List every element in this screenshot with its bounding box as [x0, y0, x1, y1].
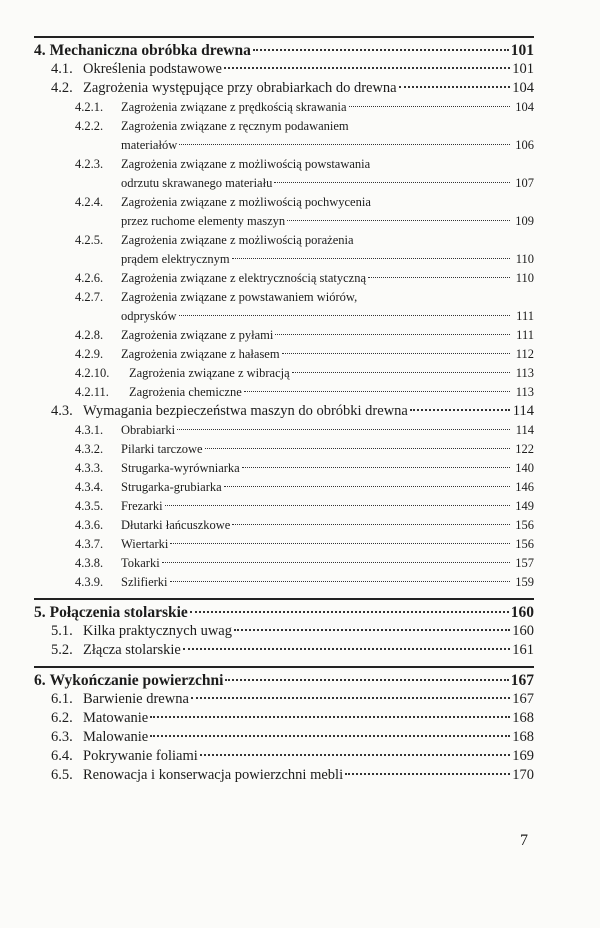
toc-title: Zagrożenia związane z możliwością pochwycenia — [121, 195, 371, 209]
toc-title: Kilka praktycznych uwag — [83, 623, 232, 639]
toc-subsection — [34, 554, 534, 573]
toc-page-number: 104 — [515, 100, 534, 114]
toc-section — [34, 60, 534, 79]
toc-chapter — [34, 666, 534, 690]
toc-subsection — [34, 440, 534, 459]
toc-page-number: 167 — [510, 672, 534, 689]
dot-leader — [170, 581, 510, 582]
dot-leader — [224, 67, 510, 69]
toc-number: 4.2.10. — [75, 366, 110, 380]
toc-section — [34, 79, 534, 98]
dot-leader — [349, 106, 510, 107]
toc-page-number: 122 — [515, 442, 534, 456]
toc-subsection — [34, 231, 534, 269]
toc-number: 6. — [34, 666, 50, 690]
toc-number: 4.1. — [51, 61, 73, 77]
toc-subsection — [34, 193, 534, 231]
toc-title: Mechaniczna obróbka drewna — [49, 42, 251, 59]
dot-leader — [190, 611, 509, 613]
toc-title: przez ruchome elementy maszyn — [121, 214, 286, 228]
toc-number: 4.3.8. — [75, 556, 104, 570]
toc-number: 5.2. — [51, 642, 73, 658]
page-number: 7 — [520, 832, 528, 849]
toc-number: 5. — [34, 598, 50, 622]
toc-subsection — [34, 497, 534, 516]
toc-title: materiałów — [121, 138, 178, 152]
toc-page-number: 111 — [516, 328, 534, 342]
toc-page-number: 170 — [512, 767, 534, 783]
toc-title: Zagrożenia występujące przy obrabiarkach do drewna — [83, 80, 397, 96]
toc-number: 6.1. — [51, 691, 73, 707]
dot-leader — [244, 391, 510, 392]
dot-leader — [399, 86, 510, 88]
toc-title: Strugarka-grubiarka — [121, 480, 222, 494]
toc-number: 4.3.6. — [75, 518, 104, 532]
toc-page-number: 161 — [512, 642, 534, 658]
toc-title: odrzutu skrawanego materiału — [121, 176, 273, 190]
toc-page-number: 113 — [515, 366, 534, 380]
toc-page-number: 101 — [512, 61, 534, 77]
toc-title: Zagrożenia związane z elektrycznością statyczną — [121, 271, 366, 285]
toc-title: Obrabiarki — [121, 423, 176, 437]
dot-leader — [177, 429, 510, 430]
toc-page-number: 146 — [515, 480, 534, 494]
toc-title: Zagrożenia związane z możliwością porażenia — [121, 233, 354, 247]
toc-number: 4.2.4. — [75, 195, 104, 209]
dot-leader — [225, 679, 508, 681]
dot-leader — [179, 315, 510, 316]
toc-title: Zagrożenia związane z prędkością skrawania — [121, 100, 347, 114]
toc-number: 4.2.11. — [75, 385, 109, 399]
toc-title: Zagrożenia związane z pyłami — [121, 328, 274, 342]
toc-title: Malowanie — [83, 729, 149, 745]
toc-page-number: 156 — [515, 518, 534, 532]
dot-leader — [242, 467, 510, 468]
dot-leader — [162, 562, 510, 563]
toc-number: 4.2.3. — [75, 157, 104, 171]
toc-title: Szlifierki — [121, 575, 168, 589]
toc-subsection — [34, 269, 534, 288]
toc-number: 4.3.4. — [75, 480, 104, 494]
toc-number: 4.2.2. — [75, 119, 104, 133]
toc-number: 4.2.7. — [75, 290, 104, 304]
toc-number: 4.2.6. — [75, 271, 104, 285]
dot-leader — [275, 334, 510, 335]
dot-leader — [368, 277, 510, 278]
toc-page-number: 160 — [512, 623, 534, 639]
toc-section — [34, 690, 534, 709]
toc-page-number: 157 — [515, 556, 534, 570]
toc-chapter — [34, 598, 534, 622]
toc-subsection — [34, 117, 534, 155]
dot-leader — [150, 716, 510, 718]
toc-number: 4.3.7. — [75, 537, 104, 551]
toc-title: Wykończanie powierzchni — [49, 672, 224, 689]
toc-title: Matowanie — [83, 710, 149, 726]
toc-title: Zagrożenia związane z ręcznym podawaniem — [121, 119, 349, 133]
toc-page-number: 112 — [515, 347, 534, 361]
toc-subsection — [34, 516, 534, 535]
toc-title: Zagrożenia związane z hałasem — [121, 347, 280, 361]
table-of-contents — [34, 36, 534, 785]
toc-page-number: 110 — [515, 252, 534, 266]
toc-number: 6.2. — [51, 710, 73, 726]
toc-number: 4.2.5. — [75, 233, 104, 247]
toc-number: 4.3. — [51, 403, 73, 419]
dot-leader — [253, 49, 509, 51]
toc-subsection — [34, 155, 534, 193]
toc-page-number: 101 — [510, 42, 534, 59]
toc-page-number: 169 — [512, 748, 534, 764]
toc-title: Dłutarki łańcuszkowe — [121, 518, 231, 532]
dot-leader — [232, 258, 510, 259]
toc-section — [34, 766, 534, 785]
toc-section — [34, 709, 534, 728]
toc-page-number: 160 — [510, 604, 534, 621]
dot-leader — [410, 409, 510, 411]
toc-number: 6.3. — [51, 729, 73, 745]
toc-number: 4. — [34, 36, 50, 60]
toc-section — [34, 622, 534, 641]
toc-title: Złącza stolarskie — [83, 642, 181, 658]
toc-page-number: 106 — [515, 138, 534, 152]
toc-title: Tokarki — [121, 556, 160, 570]
toc-page-number: 168 — [512, 710, 534, 726]
toc-title: Określenia podstawowe — [83, 61, 222, 77]
toc-number: 5.1. — [51, 623, 73, 639]
toc-title: Zagrożenia związane z możliwością powstawania — [121, 157, 371, 171]
dot-leader — [274, 182, 510, 183]
toc-page-number: 109 — [515, 214, 534, 228]
toc-page-number: 168 — [512, 729, 534, 745]
toc-section — [34, 728, 534, 747]
toc-title: Zagrożenia związane z powstawaniem wiórów, — [121, 290, 358, 304]
dot-leader — [200, 754, 510, 756]
toc-title: Barwienie drewna — [83, 691, 189, 707]
toc-title: Pilarki tarczowe — [121, 442, 203, 456]
toc-number: 6.5. — [51, 767, 73, 783]
dot-leader — [282, 353, 510, 354]
toc-number: 4.3.9. — [75, 575, 104, 589]
toc-subsection — [34, 326, 534, 345]
toc-page-number: 113 — [515, 385, 534, 399]
toc-page-number: 110 — [515, 271, 534, 285]
toc-subsection — [34, 364, 534, 383]
toc-subsection — [34, 383, 534, 402]
dot-leader — [224, 486, 510, 487]
toc-number: 4.3.5. — [75, 499, 104, 513]
dot-leader — [232, 524, 510, 525]
dot-leader — [345, 773, 510, 775]
toc-title: Zagrożenia związane z wibracją — [129, 366, 290, 380]
toc-section — [34, 641, 534, 660]
toc-number: 6.4. — [51, 748, 73, 764]
toc-section — [34, 747, 534, 766]
toc-page-number: 114 — [515, 423, 534, 437]
toc-number: 4.2. — [51, 80, 73, 96]
toc-page-number: 107 — [515, 176, 534, 190]
toc-number: 4.2.1. — [75, 100, 104, 114]
toc-page-number: 104 — [512, 80, 534, 96]
dot-leader — [292, 372, 510, 373]
dot-leader — [205, 448, 510, 449]
toc-title: prądem elektrycznym — [121, 252, 230, 266]
toc-title: Renowacja i konserwacja powierzchni mebli — [83, 767, 344, 783]
toc-page-number: 167 — [512, 691, 534, 707]
toc-subsection — [34, 421, 534, 440]
dot-leader — [183, 648, 510, 650]
toc-number: 4.3.3. — [75, 461, 104, 475]
dot-leader — [150, 735, 510, 737]
dot-leader — [179, 144, 510, 145]
toc-number: 4.3.2. — [75, 442, 104, 456]
toc-chapter — [34, 36, 534, 60]
toc-title: Strugarka-wyrówniarka — [121, 461, 240, 475]
toc-title: Zagrożenia chemiczne — [129, 385, 242, 399]
toc-subsection — [34, 98, 534, 117]
dot-leader — [191, 697, 510, 699]
toc-page-number: 114 — [512, 403, 534, 419]
toc-title: Pokrywanie foliami — [83, 748, 198, 764]
toc-title: Połączenia stolarskie — [49, 604, 188, 621]
toc-subsection — [34, 478, 534, 497]
toc-subsection — [34, 573, 534, 592]
toc-title: Wiertarki — [121, 537, 169, 551]
toc-subsection — [34, 535, 534, 554]
toc-subsection — [34, 459, 534, 478]
toc-title: Wymagania bezpieczeństwa maszyn do obróbki drewna — [83, 403, 408, 419]
toc-page-number: 149 — [515, 499, 534, 513]
dot-leader — [165, 505, 510, 506]
toc-number: 4.3.1. — [75, 423, 104, 437]
toc-page-number: 140 — [515, 461, 534, 475]
toc-section — [34, 402, 534, 421]
dot-leader — [170, 543, 510, 544]
toc-title: Frezarki — [121, 499, 163, 513]
toc-page-number: 159 — [515, 575, 534, 589]
toc-subsection — [34, 288, 534, 326]
dot-leader — [234, 629, 510, 631]
toc-page-number: 156 — [515, 537, 534, 551]
toc-subsection — [34, 345, 534, 364]
toc-page-number: 111 — [516, 309, 534, 323]
toc-number: 4.2.9. — [75, 347, 104, 361]
toc-number: 4.2.8. — [75, 328, 104, 342]
dot-leader — [287, 220, 510, 221]
toc-title: odprysków — [121, 309, 177, 323]
